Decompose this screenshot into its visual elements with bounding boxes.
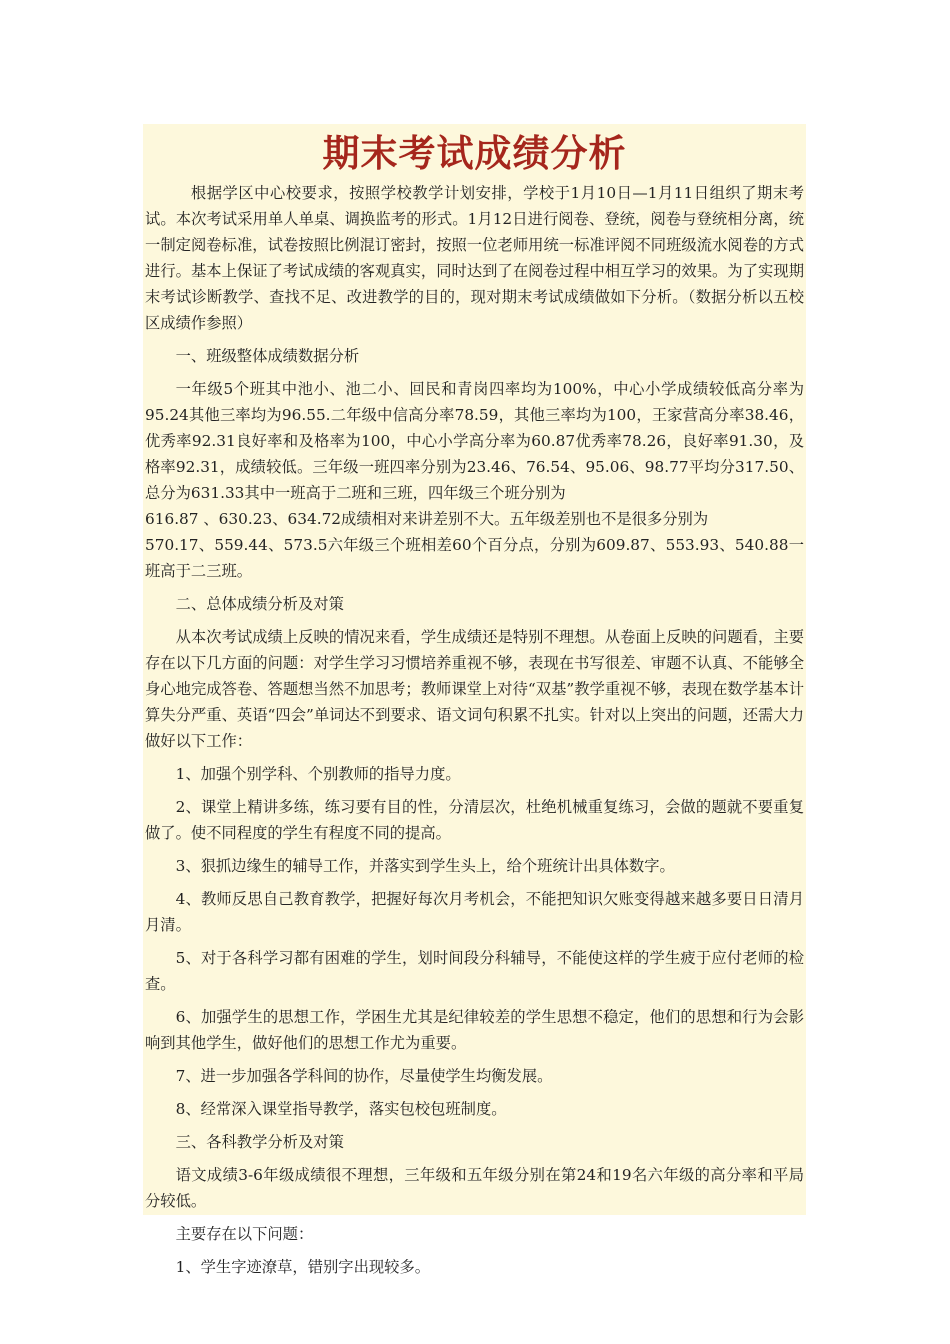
document-page <box>143 124 806 1276</box>
class-data-line-3: 570.17、559.44、573.5六年级三个班相差60个百分点，分别为609.87、553.93、540.88一班高于二三班。 <box>145 536 804 580</box>
section-heading-3: 三、各科教学分析及对策 <box>175 1133 344 1151</box>
section-heading-1: 一、班级整体成绩数据分析 <box>175 347 360 365</box>
problems-heading: 主要存在以下问题： <box>175 1225 314 1243</box>
measure-item-8: 8、经常深入课堂指导教学，落实包校包班制度。 <box>175 1100 507 1118</box>
class-data-line-2: 616.87 、630.23、634.72成绩相对来讲差别不大。五年级差别也不是很多分别为 <box>145 510 709 528</box>
measure-item-5: 5、对于各科学习都有困难的学生，划时间段分科辅导，不能使这样的学生疲于应付老师的检查。 <box>145 949 804 993</box>
measure-item-2: 2、课堂上精讲多练，练习要有目的性，分清层次，杜绝机械重复练习，会做的题就不要重复做了。使不同程度的学生有程度不同的提高。 <box>145 798 804 842</box>
measure-item-7: 7、进一步加强各学科间的协作，尽量使学生均衡发展。 <box>175 1067 553 1085</box>
measure-item-4: 4、教师反思自己教育教学，把握好每次月考机会，不能把知识欠账变得越来越多要日日清月月清。 <box>145 890 804 934</box>
measure-item-3: 3、狠抓边缘生的辅导工作，并落实到学生头上，给个班统计出具体数字。 <box>175 857 675 875</box>
class-data-paragraph: 一年级5个班其中池小、池二小、回民和青岗四率均为100%，中心小学成绩较低高分率为95.24其他三率均为96.55.二年级中信高分率78.59，其他三率均为100，王家营高分率38.46，优秀率92.31良好率和及格率为100，中心小学高分率为60.87优秀率78.26，良好率91.30，及格率92.31，成绩较低。三年级一班四率分别为23.46、76.54、95.06、98.77平均分317.50、总分为631.33其中一班高于二班和三班，四年级三个班分别为 <box>145 380 804 502</box>
section-heading-2: 二、总体成绩分析及对策 <box>175 595 344 613</box>
chinese-subject-paragraph: 语文成绩3-6年级成绩很不理想，三年级和五年级分别在第24和19名六年级的高分率和平局分较低。 <box>145 1166 804 1210</box>
measure-item-1: 1、加强个别学科、个别教师的指导力度。 <box>175 765 461 783</box>
measure-item-6: 6、加强学生的思想工作，学困生尤其是纪律较差的学生思想不稳定，他们的思想和行为会影响到其他学生，做好他们的思想工作尤为重要。 <box>145 1008 804 1052</box>
overall-analysis-paragraph: 从本次考试成绩上反映的情况来看，学生成绩还是特别不理想。从卷面上反映的问题看，主要存在以下几方面的问题：对学生学习习惯培养重视不够，表现在书写很差、审题不认真、不能够全身心地完成答卷、答题想当然不加思考；教师课堂上对待“双基”教学重视不够，表现在数学基本计算失分严重、英语“四会”单词达不到要求、语文词句积累不扎实。针对以上突出的问题，还需大力做好以下工作： <box>145 628 804 750</box>
problem-item-1: 1、学生字迹潦草，错别字出现较多。 <box>175 1258 431 1276</box>
document-title: 期末考试成绩分析 <box>322 132 627 175</box>
intro-paragraph: 根据学区中心校要求，按照学校教学计划安排，学校于1月10日—1月11日组织了期末考试。本次考试采用单人单桌、调换监考的形式。1月12日进行阅卷、登统，阅卷与登统相分离，统一制定阅卷标准，试卷按照比例混订密封，按照一位老师用统一标准评阅不同班级流水阅卷的方式进行。基本上保证了考试成绩的客观真实，同时达到了在阅卷过程中相互学习的效果。为了实现期末考试诊断教学、查找不足、改进教学的目的，现对期末考试成绩做如下分析。（数据分析以五校区成绩作参照） <box>145 184 804 332</box>
